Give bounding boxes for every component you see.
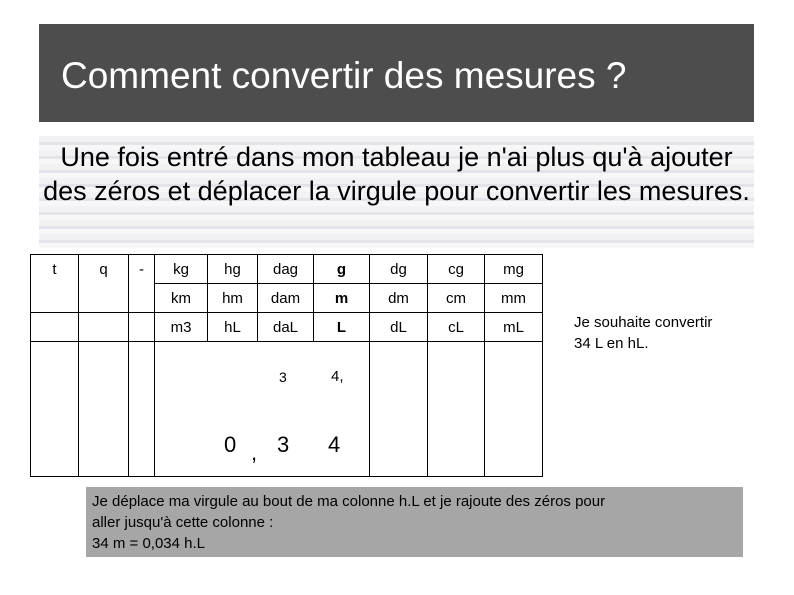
cell-dl: dL (370, 313, 428, 342)
cell-hg: hg (208, 255, 258, 284)
cell-dash: - (129, 255, 155, 284)
cell-empty (129, 313, 155, 342)
cell-m3: m3 (155, 313, 208, 342)
entry-cell (370, 342, 428, 477)
table-row-lengths (31, 284, 543, 313)
cell-cm: cm (428, 284, 485, 313)
cell-dam: dam (258, 284, 314, 313)
cell-empty (129, 284, 155, 313)
cell-hm: hm (208, 284, 258, 313)
cell-cg: cg (428, 255, 485, 284)
entry-cell (129, 342, 155, 477)
cell-m: m (314, 284, 370, 313)
table-row-masses (31, 255, 543, 284)
entry-cell (31, 342, 79, 477)
explanation-line: 34 m = 0,034 h.L (92, 535, 205, 552)
cell-g: g (314, 255, 370, 284)
cell-km: km (155, 284, 208, 313)
table-row-volumes (31, 313, 543, 342)
explanation-line: Je déplace ma virgule au bout de ma colonne h.L et je rajoute des zéros pour (92, 493, 606, 510)
entry-cell (485, 342, 543, 477)
intro-box (39, 136, 754, 248)
cell-dag: dag (258, 255, 314, 284)
title-bar (39, 24, 754, 122)
cell-empty (79, 284, 129, 313)
cell-empty (31, 284, 79, 313)
cell-q: q (79, 255, 129, 284)
entry-cell (155, 342, 208, 477)
entry-cell (314, 342, 370, 477)
side-note: Je souhaite convertir 34 L en hL. (574, 314, 713, 352)
cell-t: t (31, 255, 79, 284)
cell-mm: mm (485, 284, 543, 313)
cell-empty (31, 313, 79, 342)
explanation-box (86, 487, 743, 557)
entry-cell (428, 342, 485, 477)
cell-cl: cL (428, 313, 485, 342)
cell-dal: daL (258, 313, 314, 342)
small-digit-three: 3 (279, 369, 287, 385)
cell-dm: dm (370, 284, 428, 313)
entry-cell (79, 342, 129, 477)
cell-kg: kg (155, 255, 208, 284)
cell-dg: dg (370, 255, 428, 284)
big-comma: , (251, 440, 258, 465)
cell-l: L (314, 313, 370, 342)
cell-empty (79, 313, 129, 342)
big-digit-three: 3 (277, 432, 290, 457)
intro-text: Une fois entré dans mon tableau je n'ai plus qu'à ajouter des zéros et déplacer la virgule pour convertir les mesures. (43, 142, 750, 206)
cell-hl: hL (208, 313, 258, 342)
cell-ml: mL (485, 313, 543, 342)
big-digit-four: 4 (328, 432, 341, 457)
cell-mg: mg (485, 255, 543, 284)
slide-title: Comment convertir des mesures ? (61, 55, 627, 96)
small-four-comma: 4, (331, 368, 344, 385)
explanation-line: aller jusqu'à cette colonne : (92, 514, 274, 531)
big-digit-zero: 0 (224, 432, 237, 457)
